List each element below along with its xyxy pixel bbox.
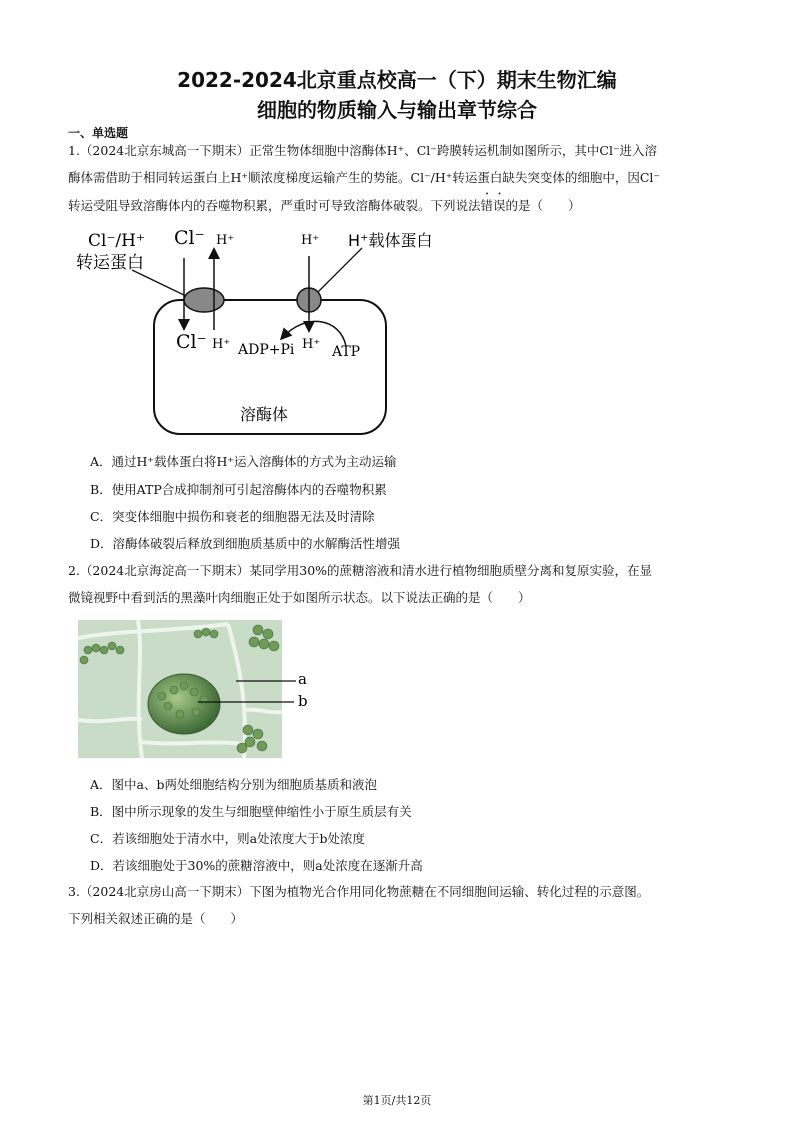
q2-option-b: B．图中所示现象的发生与细胞壁伸缩性小于原生质层有关 [90, 804, 412, 819]
label-h-bottom-left: H⁺ [212, 337, 231, 352]
q2-option-d: D．若该细胞处于30%的蔗糖溶液中，则a处浓度在逐渐升高 [90, 858, 423, 873]
q1-line-1: 1.（2024北京东城高一下期末）正常生物体细胞中溶酶体H⁺、Cl⁻跨膜转运机制如图所示，其中Cl⁻进入溶 [68, 143, 658, 158]
micrograph-figure [78, 620, 318, 760]
label-atp: ATP [332, 344, 361, 360]
q1-option-a: A．通过H⁺载体蛋白将H⁺运入溶酶体的方式为主动运输 [90, 454, 397, 469]
lysosome-transport-diagram [70, 222, 450, 442]
page-title: 2022-2024北京重点校高一（下）期末生物汇编 [177, 68, 617, 92]
q1-option-b: B．使用ATP合成抑制剂可引起溶酶体内的吞噬物积累 [90, 482, 387, 497]
label-h-carrier: H⁺载体蛋白 [348, 231, 433, 250]
q1-line-2: 酶体需借助于相同转运蛋白上H⁺顺浓度梯度运输产生的势能。Cl⁻/H⁺转运蛋白缺失突变体的细胞中，因Cl⁻ [68, 170, 661, 185]
q1-option-c: C．突变体细胞中损伤和衰老的细胞器无法及时清除 [90, 509, 375, 524]
q2-option-a: A．图中a、b两处细胞结构分别为细胞质基质和液泡 [90, 777, 377, 792]
label-adp-pi: ADP+Pi [238, 342, 295, 358]
label-transporter-bottom: 转运蛋白 [76, 253, 144, 273]
page-subtitle: 细胞的物质输入与输出章节综合 [257, 98, 537, 122]
question-3 [68, 878, 732, 932]
label-b: b [298, 692, 308, 710]
q3-line-2: 下列相关叙述正确的是（ ） [68, 911, 244, 926]
cl-h-transporter [184, 288, 224, 312]
label-cl-top: Cl⁻ [174, 227, 205, 249]
q2-line-2: 微镜视野中看到活的黑藻叶肉细胞正处于如图所示状态。以下说法正确的是（ ） [68, 590, 531, 605]
q1-option-d: D．溶酶体破裂后释放到细胞质基质中的水解酶活性增强 [90, 536, 401, 551]
question-2 [68, 557, 732, 611]
label-cl-bottom: Cl⁻ [176, 331, 207, 353]
question-1 [68, 137, 732, 219]
label-a: a [298, 670, 307, 688]
q1-line-3: 转运受阻导致溶酶体内的吞噬物积累，严重时可导致溶酶体破裂。下列说法错误的是（ ） [68, 198, 581, 213]
label-h-top-right: H⁺ [301, 233, 320, 248]
label-h-bottom-right: H⁺ [302, 337, 321, 352]
q3-line-1: 3.（2024北京房山高一下期末）下图为植物光合作用同化物蔗糖在不同细胞间运输、转化过程的示意图。 [68, 884, 650, 899]
q2-line-1: 2.（2024北京海淀高一下期末）某同学用30%的蔗糖溶液和清水进行植物细胞质壁分离和复原实验，在显 [68, 563, 653, 578]
section-heading: 一、单选题 [68, 126, 129, 140]
q2-option-c: C．若该细胞处于清水中，则a处浓度大于b处浓度 [90, 831, 366, 846]
label-h-top-left: H⁺ [216, 233, 235, 248]
emphasis-wrong: 错误 [480, 198, 506, 213]
label-lysosome: 溶酶体 [240, 405, 289, 424]
label-transporter-top: Cl⁻/H⁺ [88, 231, 145, 251]
page-footer: 第1页/共12页 [362, 1094, 432, 1107]
